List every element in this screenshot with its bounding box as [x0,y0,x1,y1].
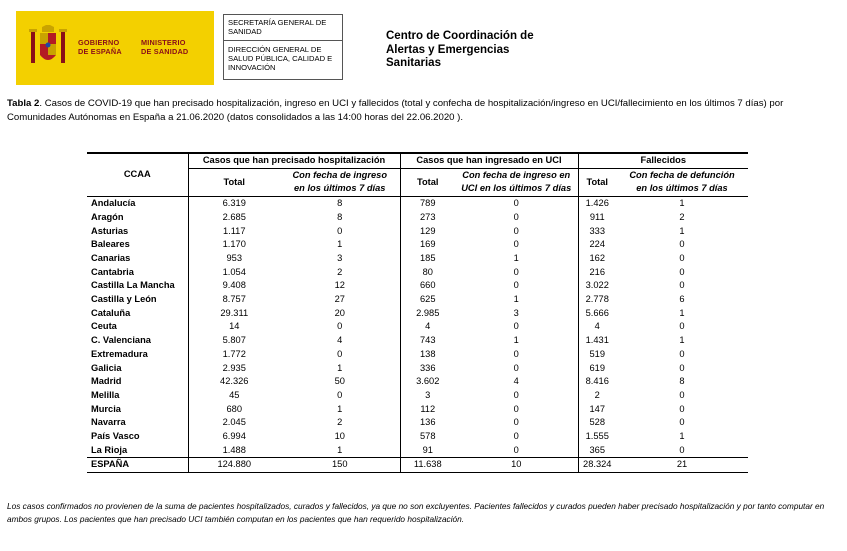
table-row [87,444,748,458]
total-fall: 28.324 [578,458,616,473]
fall-total-cell: 1.555 [578,430,616,444]
government-logo [16,11,214,85]
uci-total-cell: 3 [400,389,455,403]
uci-total-cell: 112 [400,403,455,417]
fall-7d-cell: 0 [679,280,685,291]
hosp-total-cell: 14 [188,320,280,334]
uci-total-cell: 3.602 [400,375,455,389]
hosp-total-cell: 5.807 [188,334,280,348]
header-hosp-7d-line: Con fecha de ingreso [292,169,388,180]
uci-total-cell: 136 [400,416,455,430]
hosp-total-cell: 9.408 [188,279,280,293]
fall-7d-cell: 0 [679,389,685,400]
centro-line: Centro de Coordinación de [386,30,534,42]
secretaria-box [223,14,343,80]
hosp-total-cell: 1.054 [188,266,280,280]
uci-total-cell: 169 [400,238,455,252]
table-row [87,279,748,293]
uci-total-cell: 578 [400,430,455,444]
hosp-total-cell: 2.685 [188,211,280,225]
uci-total-cell: 91 [400,444,455,458]
table-row [87,348,748,362]
hosp-total-cell: 42.326 [188,375,280,389]
header-hosp-7d-line: en los últimos 7 días [294,183,386,194]
direccion-text: DIRECCIÓN GENERAL DE SALUD PÚBLICA, CALIDAD E INNOVACIÓN [228,45,333,72]
uci-total-cell: 129 [400,225,455,239]
ccaa-name-cell: Galicia [91,362,122,373]
hosp-total-cell: 8.757 [188,293,280,307]
centro-coordinacion-title [386,30,534,71]
uci-7d-cell: 0 [513,444,519,455]
uci-7d-cell: 1 [513,252,519,263]
hosp-total-cell: 953 [188,252,280,266]
hosp-total-cell: 1.117 [188,225,280,239]
centro-line: Sanitarias [386,57,441,69]
fall-7d-cell: 0 [679,321,685,332]
hosp-total-cell: 2.045 [188,416,280,430]
hosp-7d-cell: 0 [337,389,343,400]
uci-7d-cell: 3 [513,307,519,318]
ccaa-name-cell: La Rioja [91,444,128,455]
hosp-7d-cell: 1 [337,403,343,414]
fall-total-cell: 5.666 [578,307,616,321]
centro-line: Alertas y Emergencias [386,43,510,56]
header-fall-7d [616,168,748,196]
hosp-7d-cell: 2 [337,417,343,428]
table-row [87,416,748,430]
uci-7d-cell: 0 [513,239,519,250]
header-uci-7d-line: UCI en los últimos 7 días [461,183,572,194]
logo-gobierno-line: DE ESPAÑA [78,46,122,56]
uci-total-cell: 138 [400,348,455,362]
fall-total-cell: 3.022 [578,279,616,293]
hosp-7d-cell: 12 [334,280,345,291]
fall-total-cell: 519 [578,348,616,362]
hosp-total-cell: 6.994 [188,430,280,444]
table-row [87,252,748,266]
hosp-7d-cell: 1 [337,444,343,455]
fall-total-cell: 2.778 [578,293,616,307]
fall-7d-cell: 1 [679,335,685,346]
header-hosp-7d [280,168,400,196]
caption-label: Tabla 2 [7,98,40,109]
fall-7d-cell: 0 [679,362,685,373]
hosp-total-cell: 680 [188,403,280,417]
header-fallecidos: Fallecidos [578,153,748,168]
fall-total-cell: 1.426 [578,197,616,211]
uci-7d-cell: 0 [513,225,519,236]
uci-7d-cell: 0 [513,417,519,428]
hosp-total-cell: 1.170 [188,238,280,252]
hosp-7d-cell: 0 [337,321,343,332]
fall-7d-cell: 8 [679,376,685,387]
table-caption [7,97,837,125]
uci-7d-cell: 1 [513,335,519,346]
table-row [87,266,748,280]
hosp-7d-cell: 50 [334,376,345,387]
total-hosp-7d: 150 [280,458,400,473]
hosp-total-cell: 1.772 [188,348,280,362]
fall-7d-cell: 6 [679,294,685,305]
uci-total-cell: 2.985 [400,307,455,321]
footnote: Los casos confirmados no provienen de la suma de pacientes hospitalizados, curados y fallecidos, ya que no son excluyentes. Pacientes fallecidos y curados pueden haber precisado hospitalización y por tanto computar en ambos grupos. Los pacientes que han precisado UCI también computan en los pacientes que han requerido hospitalización. [7,501,825,524]
fall-total-cell: 4 [578,320,616,334]
hosp-total-cell: 1.488 [188,444,280,458]
secretaria-text: SECRETARÍA GENERAL DE SANIDAD [224,15,342,41]
header-fall-7d-line: Con fecha de defunción [629,169,735,180]
header-fall-total: Total [578,168,616,196]
hosp-7d-cell: 3 [337,252,343,263]
hosp-7d-cell: 27 [334,294,345,305]
fall-7d-cell: 2 [679,211,685,222]
uci-total-cell: 185 [400,252,455,266]
uci-7d-cell: 0 [513,198,519,209]
header-uci: Casos que han ingresado en UCI [400,153,578,168]
hosp-7d-cell: 10 [334,431,345,442]
fall-7d-cell: 1 [679,307,685,318]
uci-7d-cell: 0 [513,266,519,277]
fall-total-cell: 8.416 [578,375,616,389]
table-row [87,197,748,211]
uci-7d-cell: 0 [513,403,519,414]
uci-total-cell: 789 [400,197,455,211]
ccaa-name-cell: Andalucía [91,198,136,209]
table-row [87,293,748,307]
logo-ministerio-line: MINISTERIO [141,38,186,47]
header-uci-7d-line: Con fecha de ingreso en [462,169,571,180]
table-row [87,307,748,321]
ccaa-name-cell: Melilla [91,389,120,400]
uci-total-cell: 336 [400,362,455,376]
header-ccaa: CCAA [87,153,188,197]
header-fall-7d-line: en los últimos 7 días [636,183,728,194]
fall-7d-cell: 1 [679,431,685,442]
fall-7d-cell: 1 [679,198,685,209]
fall-total-cell: 619 [578,362,616,376]
uci-7d-cell: 0 [513,280,519,291]
table-row [87,334,748,348]
fall-7d-cell: 0 [679,239,685,250]
covid-table [87,152,748,473]
uci-7d-cell: 1 [513,294,519,305]
table-row [87,375,748,389]
fall-7d-cell: 0 [679,417,685,428]
fall-total-cell: 333 [578,225,616,239]
total-uci-7d: 10 [455,458,578,473]
logo-ministerio-text [141,39,188,56]
fall-total-cell: 528 [578,416,616,430]
hosp-total-cell: 29.311 [188,307,280,321]
logo-ministerio-line: DE SANIDAD [141,46,189,56]
uci-7d-cell: 0 [513,431,519,442]
header-hospitalizacion: Casos que han precisado hospitalización [188,153,400,168]
ccaa-name-cell: País Vasco [91,431,140,442]
hosp-7d-cell: 20 [334,307,345,318]
ccaa-name-cell: Extremadura [91,348,148,359]
fall-7d-cell: 0 [679,348,685,359]
fall-total-cell: 162 [578,252,616,266]
hosp-7d-cell: 8 [337,198,343,209]
fall-7d-cell: 1 [679,225,685,236]
hosp-7d-cell: 8 [337,211,343,222]
ccaa-name-cell: Aragón [91,211,124,222]
ccaa-name-cell: Navarra [91,417,126,428]
fall-7d-cell: 0 [679,403,685,414]
uci-total-cell: 273 [400,211,455,225]
hosp-total-cell: 45 [188,389,280,403]
total-label: ESPAÑA [87,458,188,473]
fall-total-cell: 147 [578,403,616,417]
hosp-7d-cell: 2 [337,266,343,277]
fall-total-cell: 216 [578,266,616,280]
uci-total-cell: 743 [400,334,455,348]
hosp-7d-cell: 1 [337,362,343,373]
ccaa-name-cell: Castilla y León [91,294,157,305]
uci-7d-cell: 0 [513,211,519,222]
table-row [87,403,748,417]
hosp-7d-cell: 4 [337,335,343,346]
uci-7d-cell: 0 [513,389,519,400]
table-row [87,238,748,252]
table-row [87,430,748,444]
hosp-total-cell: 6.319 [188,197,280,211]
header-uci-7d [455,168,578,196]
fall-7d-cell: 0 [679,266,685,277]
ccaa-name-cell: Castilla La Mancha [91,280,175,291]
table-row [87,320,748,334]
header-hosp-total: Total [188,168,280,196]
uci-total-cell: 4 [400,320,455,334]
ccaa-name-cell: Asturias [91,225,129,236]
uci-7d-cell: 0 [513,348,519,359]
fall-total-cell: 1.431 [578,334,616,348]
ccaa-name-cell: Baleares [91,239,130,250]
ccaa-name-cell: Ceuta [91,321,117,332]
uci-total-cell: 625 [400,293,455,307]
coat-of-arms-icon [28,25,68,73]
logo-gobierno-text [78,39,122,56]
ccaa-name-cell: C. Valenciana [91,335,151,346]
total-hosp: 124.880 [188,458,280,473]
fall-7d-cell: 0 [679,444,685,455]
hosp-7d-cell: 0 [337,225,343,236]
table-body [87,197,748,458]
ccaa-name-cell: Canarias [91,252,131,263]
total-fall-7d: 21 [616,458,748,473]
table-row [87,389,748,403]
uci-7d-cell: 0 [513,321,519,332]
ccaa-name-cell: Madrid [91,376,122,387]
total-row [87,458,748,473]
fall-total-cell: 2 [578,389,616,403]
table-row [87,225,748,239]
caption-text: . Casos de COVID-19 que han precisado hospitalización, ingreso en UCI y fallecidos (total y confecha de hospitalización/ingreso en UCI/fallecimiento en los últimos 7 días) por Comunidades Autónomas en España a 21.06.2020 (datos consolidados a las 14:00 horas del 22.06.2020 ). [7,98,784,123]
ccaa-name-cell: Cantabria [91,266,134,277]
uci-total-cell: 660 [400,279,455,293]
table-row [87,211,748,225]
hosp-7d-cell: 1 [337,239,343,250]
logo-gobierno-line: GOBIERNO [78,38,120,47]
total-uci: 11.638 [400,458,455,473]
header-uci-total: Total [400,168,455,196]
ccaa-name-cell: Cataluña [91,307,131,318]
uci-total-cell: 80 [400,266,455,280]
ccaa-name-cell: Murcia [91,403,121,414]
uci-7d-cell: 4 [513,376,519,387]
fall-total-cell: 911 [578,211,616,225]
table-row [87,362,748,376]
hosp-total-cell: 2.935 [188,362,280,376]
hosp-7d-cell: 0 [337,348,343,359]
fall-total-cell: 224 [578,238,616,252]
fall-total-cell: 365 [578,444,616,458]
fall-7d-cell: 0 [679,252,685,263]
uci-7d-cell: 0 [513,362,519,373]
